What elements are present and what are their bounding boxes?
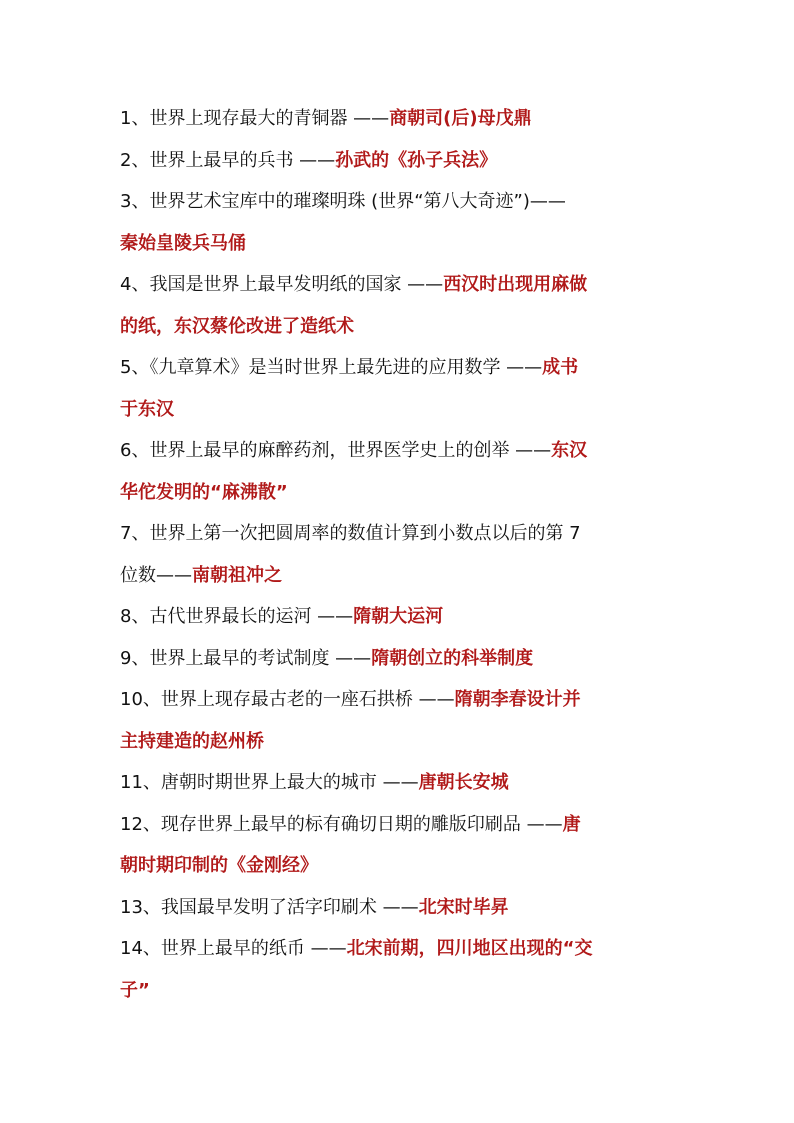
question-text: 8、古代世界最长的运河 —— bbox=[120, 606, 354, 627]
answer-text: 成书 bbox=[542, 357, 579, 378]
text-line bbox=[120, 181, 680, 223]
answer-text: 于东汉 bbox=[120, 398, 174, 420]
answer-text: 北宋时毕昇 bbox=[418, 896, 509, 918]
text-line bbox=[120, 430, 680, 472]
question-text: 6、世界上最早的麻醉药剂，世界医学史上的创举 —— bbox=[120, 440, 552, 461]
answer-text: 西汉时出现用麻做 bbox=[443, 274, 588, 295]
question-text: 2、世界上最早的兵书 —— bbox=[120, 149, 336, 171]
text-line bbox=[120, 679, 680, 721]
text-line bbox=[120, 887, 680, 929]
text-line bbox=[120, 845, 680, 887]
answer-text: 唐 bbox=[562, 813, 581, 835]
text-line bbox=[120, 140, 680, 182]
answer-text: 主持建造的赵州桥 bbox=[120, 730, 264, 752]
text-line bbox=[120, 347, 680, 389]
text-line bbox=[120, 804, 680, 846]
answer-text: 华佗发明的“麻沸散” bbox=[120, 481, 288, 503]
text-line bbox=[120, 596, 680, 638]
answer-text: 朝时期印制的《金刚经》 bbox=[120, 855, 318, 876]
answer-text: 唐朝长安城 bbox=[418, 772, 509, 793]
question-text: 1、世界上现存最大的青铜器 —— bbox=[120, 108, 390, 129]
text-line bbox=[120, 762, 680, 804]
question-text: 位数—— bbox=[120, 564, 192, 586]
answer-text: 隋朝大运河 bbox=[353, 606, 444, 627]
text-line bbox=[120, 970, 680, 1012]
text-line bbox=[120, 638, 680, 680]
question-text: 12、现存世界上最早的标有确切日期的雕版印刷品 —— bbox=[120, 813, 563, 835]
text-line bbox=[120, 264, 680, 306]
text-line bbox=[120, 928, 680, 970]
document-content bbox=[120, 98, 680, 1011]
text-line bbox=[120, 98, 680, 140]
question-text: 11、唐朝时期世界上最大的城市 —— bbox=[120, 772, 419, 793]
answer-text: 隋朝李春设计并 bbox=[454, 689, 581, 710]
answer-text: 子” bbox=[120, 979, 150, 1001]
text-line bbox=[120, 223, 680, 265]
question-text: 13、我国最早发明了活字印刷术 —— bbox=[120, 896, 419, 918]
answer-text: 孙武的《孙子兵法》 bbox=[335, 149, 498, 171]
text-line bbox=[120, 389, 680, 431]
text-line bbox=[120, 721, 680, 763]
answer-text: 的纸，东汉蔡伦改进了造纸术 bbox=[120, 315, 354, 337]
text-line bbox=[120, 555, 680, 597]
text-line bbox=[120, 513, 680, 555]
answer-text: 东汉 bbox=[551, 440, 588, 461]
question-text: 14、世界上最早的纸币 —— bbox=[120, 938, 347, 959]
question-text: 10、世界上现存最古老的一座石拱桥 —— bbox=[120, 689, 455, 710]
answer-text: 商朝司(后)母戊鼎 bbox=[389, 108, 532, 129]
text-line bbox=[120, 306, 680, 348]
answer-text: 秦始皇陵兵马俑 bbox=[120, 232, 246, 254]
answer-text: 南朝祖冲之 bbox=[192, 564, 282, 586]
question-text: 7、世界上第一次把圆周率的数值计算到小数点以后的第 7 bbox=[120, 523, 581, 544]
text-line bbox=[120, 472, 680, 514]
question-text: 5、《九章算术》是当时世界上最先进的应用数学 —— bbox=[120, 357, 543, 378]
answer-text: 隋朝创立的科举制度 bbox=[371, 647, 534, 669]
answer-text: 北宋前期，四川地区出现的“交 bbox=[346, 938, 593, 959]
question-text: 4、我国是世界上最早发明纸的国家 —— bbox=[120, 274, 444, 295]
question-text: 9、世界上最早的考试制度 —— bbox=[120, 647, 372, 669]
question-text: 3、世界艺术宝库中的璀璨明珠 (世界“第八大奇迹”)—— bbox=[120, 191, 566, 212]
